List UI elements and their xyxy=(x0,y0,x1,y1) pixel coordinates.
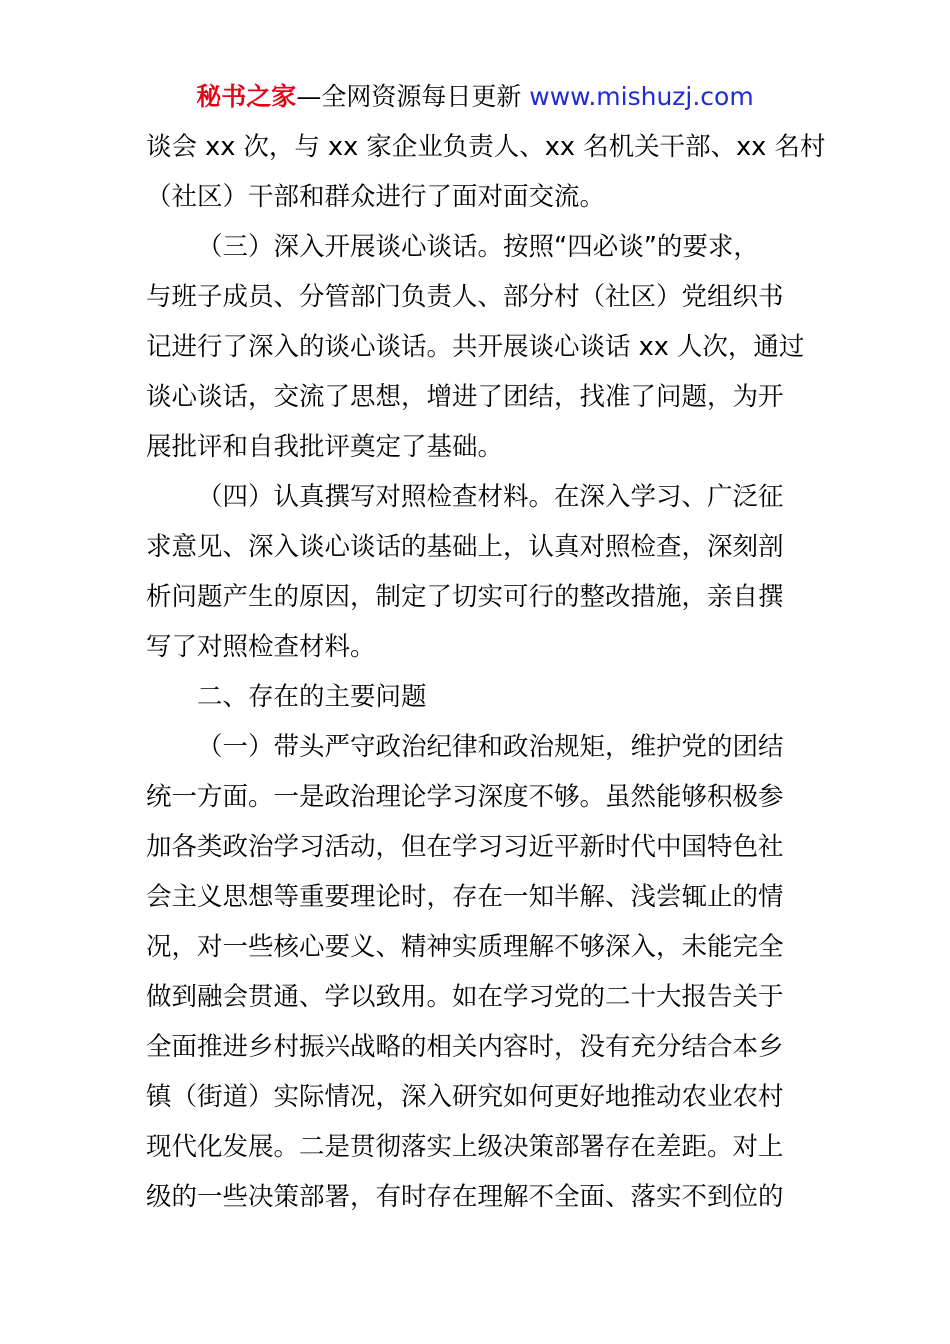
paragraph-start-line: （一）带头严守政治纪律和政治规矩，维护党的团结 xyxy=(197,732,784,762)
text-line: 统一方面。一是政治理论学习深度不够。虽然能够积极参 xyxy=(146,782,784,812)
text-line: 记进行了深入的谈心谈话。共开展谈心谈话 xx 人次，通过 xyxy=(146,332,805,362)
section-heading: 二、存在的主要问题 xyxy=(197,682,427,712)
site-brand: 秘书之家 xyxy=(196,82,297,111)
site-slogan: —全网资源每日更新 xyxy=(296,82,522,111)
text-line: 镇（街道）实际情况，深入研究如何更好地推动农业农村 xyxy=(146,1082,784,1112)
site-header xyxy=(0,80,950,114)
text-line: （社区）干部和群众进行了面对面交流。 xyxy=(146,182,606,212)
text-line: 全面推进乡村振兴战略的相关内容时，没有充分结合本乡 xyxy=(146,1032,784,1062)
text-line: 现代化发展。二是贯彻落实上级决策部署存在差距。对上 xyxy=(146,1132,784,1162)
text-line: 写了对照检查材料。 xyxy=(146,632,376,662)
text-line: 求意见、深入谈心谈话的基础上，认真对照检查，深刻剖 xyxy=(146,532,784,562)
text-line: 析问题产生的原因，制定了切实可行的整改措施，亲自撰 xyxy=(146,582,784,612)
paragraph-start-line: （三）深入开展谈心谈话。按照“四必谈”的要求， xyxy=(197,232,759,262)
site-url-link[interactable]: www.mishuzj.com xyxy=(529,82,754,111)
text-line: 谈会 xx 次，与 xx 家企业负责人、xx 名机关干部、xx 名村 xyxy=(146,132,826,162)
text-line: 与班子成员、分管部门负责人、部分村（社区）党组织书 xyxy=(146,282,784,312)
text-line: 级的一些决策部署，有时存在理解不全面、落实不到位的 xyxy=(146,1182,784,1212)
text-line: 加各类政治学习活动，但在学习习近平新时代中国特色社 xyxy=(146,832,784,862)
text-line: 况，对一些核心要义、精神实质理解不够深入，未能完全 xyxy=(146,932,784,962)
text-line: 会主义思想等重要理论时，存在一知半解、浅尝辄止的情 xyxy=(146,882,784,912)
text-line: 谈心谈话，交流了思想，增进了团结，找准了问题，为开 xyxy=(146,382,784,412)
text-line: 展批评和自我批评奠定了基础。 xyxy=(146,432,504,462)
paragraph-start-line: （四）认真撰写对照检查材料。在深入学习、广泛征 xyxy=(197,482,784,512)
text-line: 做到融会贯通、学以致用。如在学习党的二十大报告关于 xyxy=(146,982,784,1012)
document-body xyxy=(146,122,826,1222)
